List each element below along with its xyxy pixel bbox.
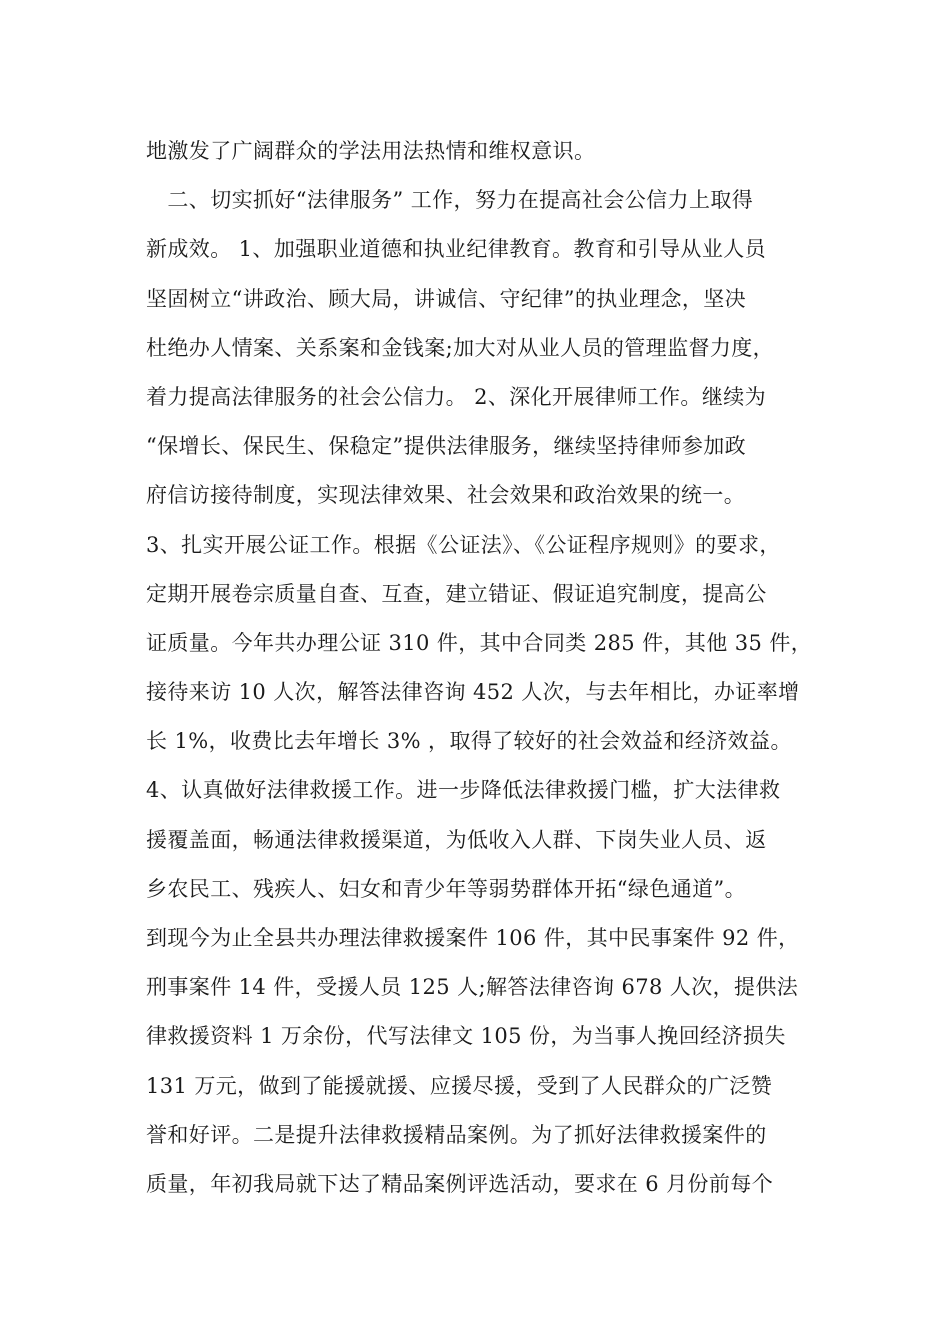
text-line: 杜绝办人情案、关系案和金钱案;加大对从业人员的管理监督力度， <box>146 335 775 360</box>
text-line: 证质量。今年共办理公证 310 件，其中合同类 285 件，其他 35 件， <box>146 630 813 655</box>
text-line: 誉和好评。二是提升法律救援精品案例。为了抓好法律救援案件的 <box>146 1122 767 1147</box>
text-line: 刑事案件 14 件，受援人员 125 人;解答法律咨询 678 人次，提供法 <box>146 975 799 1000</box>
text-line: 着力提高法律服务的社会公信力。 2、深化开展律师工作。继续为 <box>146 384 767 409</box>
text-line: 坚固树立“讲政治、顾大局，讲诚信、守纪律”的执业理念，坚决 <box>146 286 747 311</box>
text-line: 131 万元，做到了能援就援、应援尽援，受到了人民群众的广泛赞 <box>146 1073 773 1098</box>
text-line: 定期开展卷宗质量自查、互查，建立错证、假证追究制度，提高公 <box>146 581 767 606</box>
text-line: 府信访接待制度，实现法律效果、社会效果和政治效果的统一。 <box>146 483 746 508</box>
text-line: 乡农民工、残疾人、妇女和青少年等弱势群体开拓“绿色通道”。 <box>146 876 747 901</box>
text-line: “保增长、保民生、保稳定”提供法律服务，继续坚持律师参加政 <box>146 434 747 459</box>
text-line: 4、认真做好法律救援工作。进一步降低法律救援门槛，扩大法律救 <box>146 778 781 803</box>
text-line: 新成效。 1、加强职业道德和执业纪律教育。教育和引导从业人员 <box>146 237 767 262</box>
text-line: 律救援资料 1 万余份，代写法律文 105 份，为当事人挽回经济损失 <box>146 1024 786 1049</box>
text-line: 长 1%，收费比去年增长 3% ，取得了较好的社会效益和经济效益。 <box>146 729 792 754</box>
body-text <box>146 132 811 1214</box>
text-line: 援覆盖面，畅通法律救援渠道，为低收入人群、下岗失业人员、返 <box>146 827 767 852</box>
text-line: 到现今为止全县共办理法律救援案件 106 件，其中民事案件 92 件， <box>146 926 800 950</box>
text-line: 质量，年初我局就下达了精品案例评选活动，要求在 6 月份前每个 <box>146 1171 774 1196</box>
text-line: 地激发了广阔群众的学法用法热情和维权意识。 <box>146 139 596 163</box>
text-line: 接待来访 10 人次，解答法律咨询 452 人次，与去年相比，办证率增 <box>146 680 800 705</box>
text-line: 二、切实抓好“法律服务” 工作，努力在提高社会公信力上取得 <box>146 188 754 213</box>
text-line: 3、扎实开展公证工作。根据《公证法》、《公证程序规则》的要求， <box>146 532 781 557</box>
